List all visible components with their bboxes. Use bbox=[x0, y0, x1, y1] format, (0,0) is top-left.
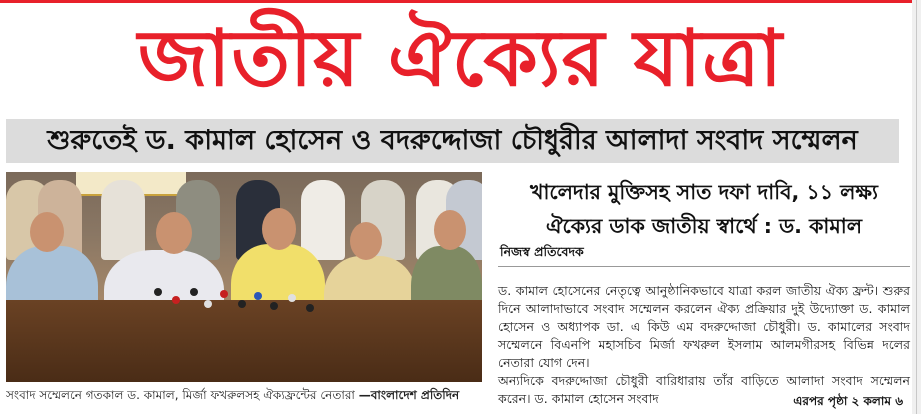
microphone bbox=[238, 300, 246, 308]
continued-jump-link: এরপর পৃষ্ঠা ২ কলাম ৬ bbox=[793, 394, 903, 408]
photo-person-head bbox=[30, 212, 64, 252]
story-headline bbox=[498, 175, 910, 243]
story-headline-line1: খালেদার মুক্তিসহ সাত দফা দাবি, ১১ লক্ষ্য bbox=[530, 180, 878, 204]
microphone bbox=[154, 288, 162, 296]
microphone bbox=[270, 302, 278, 310]
microphone bbox=[220, 290, 228, 298]
sub-headline: শুরুতেই ড. কামাল হোসেন ও বদরুদ্দোজা চৌধুরীর আলাদা সংবাদ সম্মেলন bbox=[6, 119, 899, 163]
photo-credit: —বাংলাদেশ প্রতিদিন bbox=[358, 388, 460, 402]
story-body bbox=[498, 282, 910, 408]
page-headline: জাতীয় ঐক্যের যাত্রা bbox=[137, 14, 784, 104]
microphone bbox=[172, 296, 180, 304]
microphone bbox=[204, 300, 212, 308]
byline-rule bbox=[498, 266, 910, 267]
press-desk bbox=[6, 300, 482, 382]
photo-person-head bbox=[434, 210, 466, 250]
press-conference-photo bbox=[6, 172, 482, 382]
microphone bbox=[190, 288, 198, 296]
photo-person bbox=[301, 180, 345, 260]
photo-person-head bbox=[262, 208, 296, 250]
story-paragraph: ড. কামাল হোসেনের নেতৃত্বে আনুষ্ঠানিকভাবে যাত্রা করল জাতীয় ঐক্য ফ্রন্ট। শুরুর দিনে আলাদাভাবে সংবাদ সম্মেলন করলেন ঐক্য প্রক্রিয়ার দুই উদ্যোক্তা ড. কামাল হোসেন ও অধ্যাপক ডা. এ কিউ এম বদরুদ্দোজা চৌধুরী। ড. কামালের সংবাদ সম্মেলনে বিএনপি মহাসচিব মির্জা ফখরুল ইসলাম আলমগীরসহ বিভিন্ন দলের নেতারা যোগ দেন। bbox=[498, 283, 910, 370]
photo-person-head bbox=[350, 222, 382, 260]
microphone bbox=[288, 294, 296, 302]
story-headline-line2: ঐক্যের ডাক জাতীয় স্বার্থে : ড. কামাল bbox=[546, 214, 862, 238]
photo-person-head bbox=[156, 212, 192, 254]
photo-person bbox=[101, 180, 145, 260]
microphone bbox=[306, 304, 314, 312]
byline: নিজস্ব প্রতিবেদক bbox=[500, 244, 584, 259]
photo-caption-text: সংবাদ সম্মেলনে গতকাল ড. কামাল, মির্জা ফখরুলসহ ঐক্যফ্রন্টের নেতারা bbox=[6, 388, 355, 402]
microphone bbox=[254, 292, 262, 300]
page-edge bbox=[912, 0, 921, 414]
photo-caption bbox=[6, 384, 484, 406]
story-paragraph: অন্যদিকে বদরুদ্দোজা চৌধুরী বারিধারায় তাঁর বাড়িতে আলাদা সংবাদ সম্মেলন করেন। ড. কামাল হোসেন সংবাদ bbox=[498, 373, 910, 406]
